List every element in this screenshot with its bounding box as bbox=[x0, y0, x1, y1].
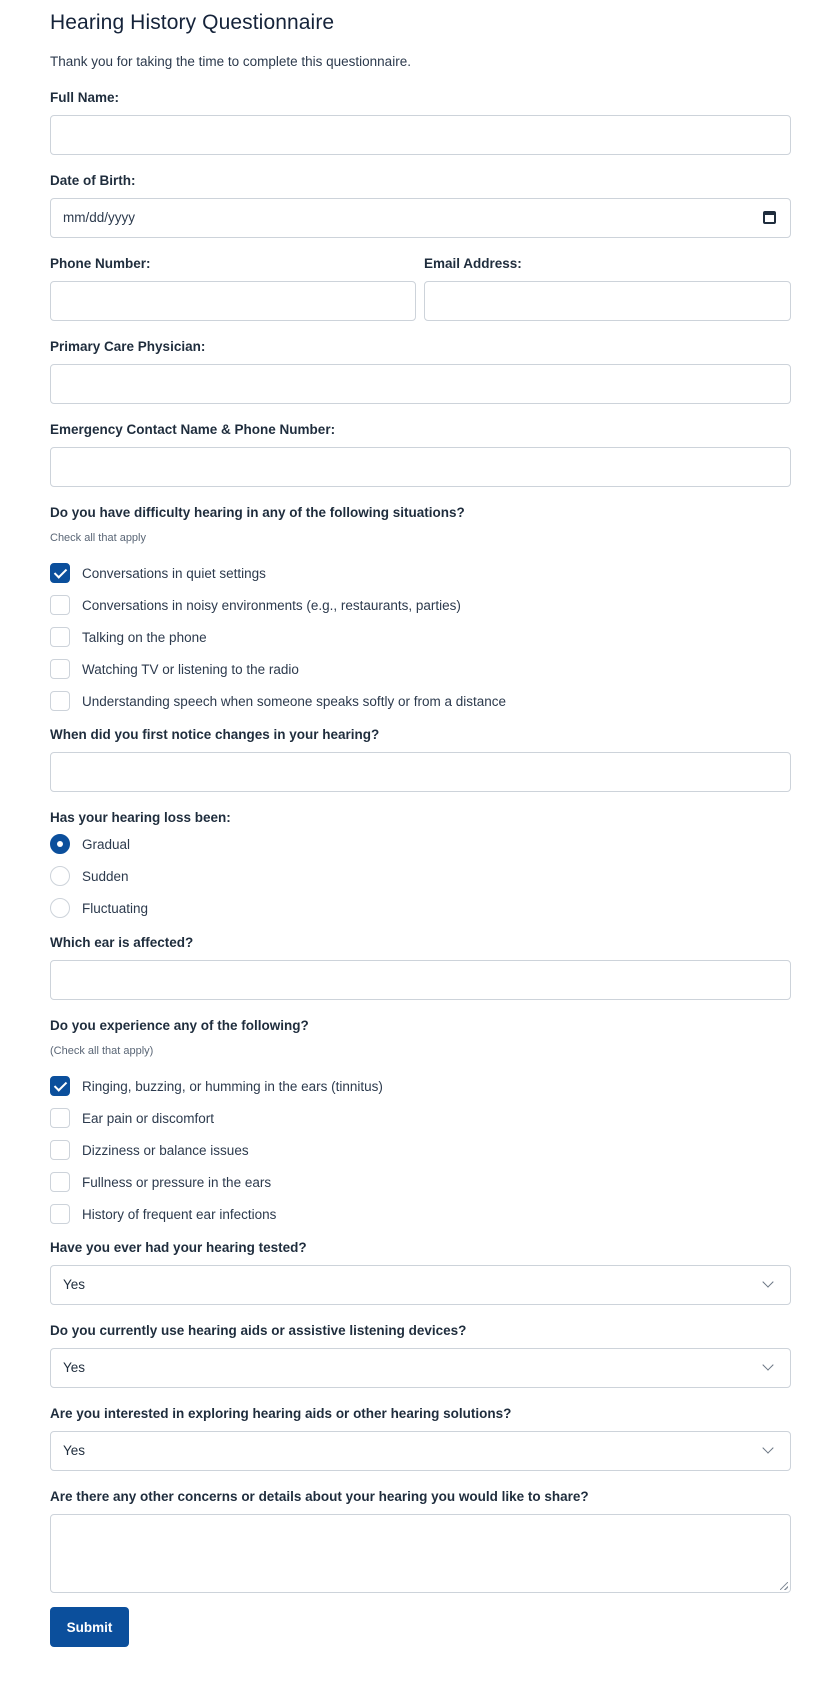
ear-input[interactable] bbox=[50, 960, 791, 1000]
radio-selected[interactable] bbox=[50, 834, 70, 854]
checkbox[interactable] bbox=[50, 1140, 70, 1160]
interested-select[interactable] bbox=[50, 1431, 791, 1471]
loss-type-option[interactable]: Sudden bbox=[50, 866, 129, 886]
loss-type-option[interactable]: Fluctuating bbox=[50, 898, 148, 918]
chevron-down-icon bbox=[762, 1442, 773, 1453]
situation-option[interactable]: Talking on the phone bbox=[50, 627, 207, 647]
aids-label: Do you currently use hearing aids or assistive listening devices? bbox=[50, 1323, 467, 1338]
submit-button[interactable]: Submit bbox=[50, 1607, 129, 1647]
checkbox[interactable] bbox=[50, 659, 70, 679]
email-label: Email Address: bbox=[424, 256, 522, 271]
loss-type-label: Has your hearing loss been: bbox=[50, 810, 231, 825]
symptom-option[interactable]: Ringing, buzzing, or humming in the ears (tinnitus) bbox=[50, 1076, 383, 1096]
phone-label: Phone Number: bbox=[50, 256, 151, 271]
dob-input[interactable] bbox=[50, 198, 791, 238]
emergency-contact-input[interactable] bbox=[50, 447, 791, 487]
tested-label: Have you ever had your hearing tested? bbox=[50, 1240, 307, 1255]
situation-option[interactable]: Understanding speech when someone speaks softly or from a distance bbox=[50, 691, 506, 711]
interested-value: Yes bbox=[63, 1443, 86, 1458]
symptom-option[interactable]: Dizziness or balance issues bbox=[50, 1140, 249, 1160]
checkbox[interactable] bbox=[50, 1108, 70, 1128]
symptom-option[interactable]: Fullness or pressure in the ears bbox=[50, 1172, 271, 1192]
situation-option[interactable]: Conversations in noisy environments (e.g., restaurants, parties) bbox=[50, 595, 461, 615]
interested-label: Are you interested in exploring hearing aids or other hearing solutions? bbox=[50, 1406, 512, 1421]
emergency-contact-label: Emergency Contact Name & Phone Number: bbox=[50, 422, 336, 437]
aids-value: Yes bbox=[63, 1360, 86, 1375]
email-input[interactable] bbox=[424, 281, 791, 321]
checkbox[interactable] bbox=[50, 627, 70, 647]
loss-type-option[interactable]: Gradual bbox=[50, 834, 130, 854]
dob-placeholder: mm/dd/yyyy bbox=[63, 210, 136, 225]
ear-label: Which ear is affected? bbox=[50, 935, 194, 950]
physician-label: Primary Care Physician: bbox=[50, 339, 206, 354]
checkbox-checked[interactable] bbox=[50, 563, 70, 583]
first-notice-input[interactable] bbox=[50, 752, 791, 792]
symptom-option[interactable]: Ear pain or discomfort bbox=[50, 1108, 214, 1128]
aids-select[interactable] bbox=[50, 1348, 791, 1388]
checkbox[interactable] bbox=[50, 595, 70, 615]
radio[interactable] bbox=[50, 898, 70, 918]
tested-value: Yes bbox=[63, 1277, 86, 1292]
situations-hint: Check all that apply bbox=[50, 532, 146, 544]
full-name-input[interactable] bbox=[50, 115, 791, 155]
first-notice-label: When did you first notice changes in your hearing? bbox=[50, 727, 380, 742]
checkbox-checked[interactable] bbox=[50, 1076, 70, 1096]
full-name-label: Full Name: bbox=[50, 90, 120, 105]
checkbox[interactable] bbox=[50, 691, 70, 711]
chevron-down-icon bbox=[762, 1276, 773, 1287]
radio[interactable] bbox=[50, 866, 70, 886]
tested-select[interactable] bbox=[50, 1265, 791, 1305]
chevron-down-icon bbox=[762, 1359, 773, 1370]
checkbox[interactable] bbox=[50, 1172, 70, 1192]
concerns-textarea[interactable] bbox=[50, 1514, 791, 1593]
phone-input[interactable] bbox=[50, 281, 416, 321]
calendar-icon[interactable] bbox=[763, 211, 776, 224]
situations-label: Do you have difficulty hearing in any of the following situations? bbox=[50, 505, 465, 520]
physician-input[interactable] bbox=[50, 364, 791, 404]
resize-handle-icon[interactable] bbox=[780, 1582, 788, 1590]
symptoms-label: Do you experience any of the following? bbox=[50, 1018, 309, 1033]
intro-text: Thank you for taking the time to complete this questionnaire. bbox=[50, 54, 411, 69]
form-title: Hearing History Questionnaire bbox=[50, 11, 335, 34]
concerns-label: Are there any other concerns or details about your hearing you would like to share? bbox=[50, 1489, 589, 1504]
situation-option[interactable]: Conversations in quiet settings bbox=[50, 563, 266, 583]
symptoms-hint: (Check all that apply) bbox=[50, 1045, 154, 1057]
checkbox[interactable] bbox=[50, 1204, 70, 1224]
situation-option[interactable]: Watching TV or listening to the radio bbox=[50, 659, 299, 679]
symptom-option[interactable]: History of frequent ear infections bbox=[50, 1204, 276, 1224]
dob-label: Date of Birth: bbox=[50, 173, 136, 188]
